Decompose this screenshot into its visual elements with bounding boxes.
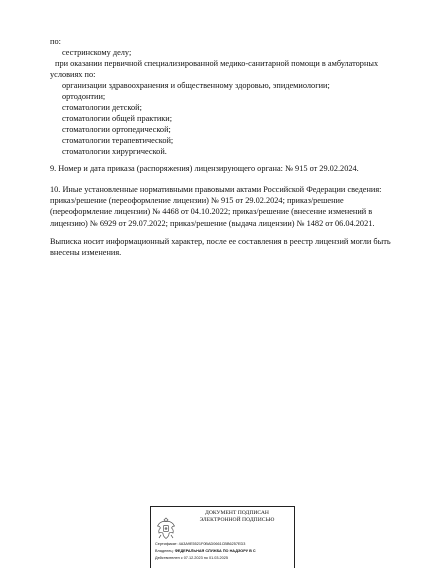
text-line: сестринскому делу; — [62, 48, 132, 57]
text-line: (переоформление лицензии) № 4468 от 04.10.2022; приказ/решение (внесение изменений в — [50, 207, 373, 217]
electronic-signature-stamp — [150, 506, 295, 568]
text-line: приказ/решение (переоформление лицензии) № 915 от 29.02.2024; приказ/решение — [50, 196, 344, 206]
text-line: 10. Иные установленные нормативными правовыми актами Российской Федерации сведения: — [50, 185, 382, 194]
text-line: Выписка носит информационный характер, после ее составления в реестр лицензий могли быть — [50, 237, 391, 246]
text-line: условиях по: — [50, 70, 96, 79]
stamp-title-line: ДОКУМЕНТ ПОДПИСАН — [205, 510, 269, 516]
disclaimer-note — [50, 236, 395, 258]
owner-row — [155, 549, 294, 554]
owner-label: Владелец: — [155, 549, 174, 553]
certificate-label: Сертификат: — [155, 542, 178, 546]
certificate-row — [155, 542, 294, 547]
coat-of-arms-icon — [155, 515, 177, 541]
text-line: ортодонтии; — [62, 92, 106, 101]
text-line: организации здравоохранения и общественному здоровью, эпидемиологии; — [62, 81, 330, 90]
text-line: стоматологии детской; — [62, 103, 142, 112]
text-line: стоматологии общей практики; — [62, 114, 173, 123]
certificate-value: 4A3A9E5521F0BAD0661CBB6257ED3 — [178, 542, 246, 546]
validity-row: Действителен с 07.12.2023 по 01.03.2025 — [155, 556, 228, 560]
text-line: внесены изменения. — [50, 248, 122, 258]
stamp-title-line: ЭЛЕКТРОННОЙ ПОДПИСЬЮ — [199, 517, 275, 523]
text-line: по: — [50, 37, 61, 46]
text-line: стоматологии терапевтической; — [62, 136, 174, 145]
text-line: лицензию) № 6929 от 29.07.2022; приказ/решение (выдача лицензии) № 1482 от 06.04.2021. — [50, 218, 375, 228]
owner-value: ФЕДЕРАЛЬНАЯ СЛУЖБА ПО НАДЗОРУ В С — [174, 549, 256, 553]
stamp-header — [181, 510, 293, 524]
item-10-other-info — [50, 184, 395, 229]
text-line: при оказании первичной специализированной медико-санитарной помощи в амбулаторных — [55, 59, 379, 68]
item-9-order-number: 9. Номер и дата приказа (распоряжения) лицензирующего органа: № 915 от 29.02.2024. — [50, 164, 359, 173]
text-line: стоматологии хирургической. — [62, 147, 167, 156]
text-line: стоматологии ортопедической; — [62, 125, 171, 134]
